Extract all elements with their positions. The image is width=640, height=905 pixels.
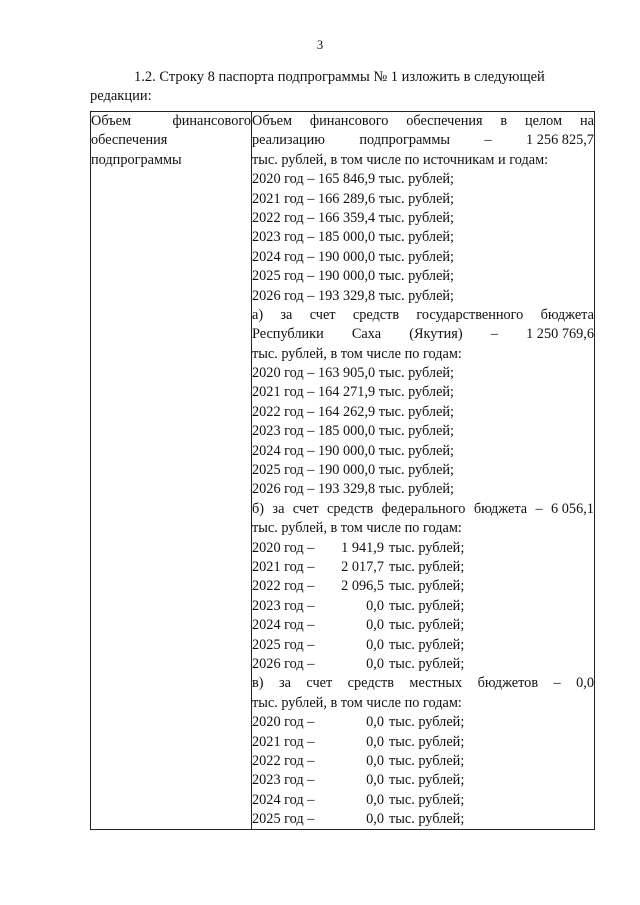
regional-budget-heading-line (252, 325, 594, 344)
year-unit: тыс. рублей; (389, 733, 465, 750)
year-label: 2022 год – (252, 578, 315, 595)
regional-year-line: 2025 год – 190 000,0 тыс. рублей; (252, 462, 455, 479)
year-unit: тыс. рублей; (389, 655, 465, 672)
year-label: 2020 год – (252, 539, 315, 556)
word: за (280, 306, 293, 323)
federal-year-line (252, 616, 594, 635)
year-label: 2026 год – (252, 655, 315, 672)
word: обеспечения (406, 113, 483, 129)
total-year-line: 2024 год – 190 000,0 тыс. рублей; (252, 248, 455, 265)
year-amount: 0,0 (366, 636, 384, 653)
total-year-line: 2026 год – 193 329,8 тыс. рублей; (252, 287, 455, 304)
word: счет (306, 675, 333, 692)
word: за (278, 675, 291, 692)
year-unit: тыс. рублей; (389, 752, 465, 769)
word: государственного (416, 306, 524, 323)
row-value-cell (252, 112, 595, 830)
word: счет (292, 500, 319, 517)
regional-year-line: 2022 год – 164 262,9 тыс. рублей; (252, 403, 455, 420)
local-budget-heading-line: тыс. рублей, в том числе по годам: (252, 694, 462, 711)
federal-year-line (252, 655, 594, 674)
word: в (500, 113, 508, 129)
federal-budget-heading-line (252, 500, 594, 519)
year-unit: тыс. рублей; (389, 558, 465, 575)
year-unit: тыс. рублей; (389, 772, 465, 789)
local-amount: 0,0 (576, 675, 594, 692)
total-year-line: 2020 год – 165 846,9 тыс. рублей; (252, 171, 455, 188)
year-amount: 0,0 (366, 733, 384, 750)
year-label: 2023 год – (252, 597, 315, 614)
total-heading-line (252, 131, 594, 150)
row-label-line: обеспечения (91, 132, 168, 149)
word: подпрограммы (359, 132, 451, 149)
word: – (535, 500, 543, 517)
year-unit: тыс. рублей; (389, 539, 465, 556)
year-amount: 0,0 (366, 791, 384, 808)
year-label: 2021 год – (252, 733, 315, 750)
regional-year-line: 2020 год – 163 905,0 тыс. рублей; (252, 365, 455, 382)
federal-year-line (252, 577, 594, 596)
word: федерального (381, 500, 466, 517)
year-label: 2025 год – (252, 636, 315, 653)
year-label: 2023 год – (252, 772, 315, 789)
year-label: 2020 год – (252, 714, 315, 731)
year-amount: 2 096,5 (341, 578, 384, 595)
year-amount: 0,0 (366, 752, 384, 769)
intro-paragraph (90, 68, 594, 106)
year-amount: 0,0 (366, 811, 384, 828)
year-amount: 0,0 (366, 655, 384, 672)
word: – (553, 675, 561, 692)
local-year-line (252, 791, 594, 810)
word: – (484, 132, 492, 149)
federal-year-line (252, 539, 594, 558)
row-label-line (91, 112, 251, 131)
local-year-line (252, 713, 594, 732)
total-heading-line (252, 112, 594, 131)
regional-budget-heading-line: тыс. рублей, в том числе по годам: (252, 345, 462, 362)
intro-text-continued: редакции: (90, 88, 152, 104)
regional-amount: 1 250 769,6 (526, 326, 594, 343)
word: местных (409, 675, 463, 692)
word: а) (252, 306, 264, 323)
year-amount: 0,0 (366, 597, 384, 614)
regional-year-line: 2021 год – 164 271,9 тыс. рублей; (252, 384, 455, 401)
year-unit: тыс. рублей; (389, 791, 465, 808)
year-unit: тыс. рублей; (389, 597, 465, 614)
year-label: 2024 год – (252, 617, 315, 634)
federal-year-line (252, 558, 594, 577)
regional-year-line: 2024 год – 190 000,0 тыс. рублей; (252, 442, 455, 459)
local-year-line (252, 771, 594, 790)
total-year-line: 2023 год – 185 000,0 тыс. рублей; (252, 229, 455, 246)
year-amount: 2 017,7 (341, 558, 384, 575)
word: Саха (351, 326, 382, 343)
row-label-cell (91, 112, 252, 830)
year-unit: тыс. рублей; (389, 617, 465, 634)
word: счет (309, 306, 336, 323)
federal-year-line (252, 597, 594, 616)
word: (Якутия) (409, 326, 463, 343)
word: бюджета (540, 306, 594, 323)
local-year-line (252, 752, 594, 771)
passport-row-funding (91, 112, 595, 830)
total-heading-line: тыс. рублей, в том числе по источникам и годам: (252, 151, 549, 168)
word: целом (525, 113, 563, 129)
local-year-line (252, 810, 594, 829)
year-label: 2022 год – (252, 752, 315, 769)
federal-amount: 6 056,1 (551, 500, 594, 517)
year-label: 2025 год – (252, 811, 315, 828)
row-label-line: подпрограммы (91, 151, 182, 168)
regional-budget-heading-line (252, 306, 594, 325)
year-unit: тыс. рублей; (389, 636, 465, 653)
word: бюджетов (477, 675, 539, 692)
total-year-line: 2025 год – 190 000,0 тыс. рублей; (252, 268, 455, 285)
year-unit: тыс. рублей; (389, 578, 465, 595)
year-amount: 0,0 (366, 772, 384, 789)
word: Объем (252, 113, 293, 129)
year-label: 2024 год – (252, 791, 315, 808)
local-budget-heading-line (252, 674, 594, 693)
year-label: 2021 год – (252, 558, 315, 575)
regional-year-line: 2023 год – 185 000,0 тыс. рублей; (252, 423, 455, 440)
intro-text: 1.2. Строку 8 паспорта подпрограммы № 1 изложить в следующей (134, 69, 545, 85)
total-amount: 1 256 825,7 (526, 132, 594, 149)
word: средств (352, 306, 400, 323)
word: на (579, 113, 594, 129)
federal-year-line (252, 636, 594, 655)
page-number: 3 (316, 38, 324, 52)
word: б) (252, 500, 265, 517)
word: – (490, 326, 498, 343)
row-label-word: финансового (172, 113, 251, 129)
year-amount: 0,0 (366, 714, 384, 731)
total-year-line: 2022 год – 166 359,4 тыс. рублей; (252, 209, 455, 226)
year-unit: тыс. рублей; (389, 714, 465, 731)
word: финансового (309, 113, 389, 129)
word: бюджета (473, 500, 528, 517)
passport-table (90, 111, 595, 830)
word: средств (327, 500, 374, 517)
local-year-line (252, 733, 594, 752)
word: средств (347, 675, 394, 692)
word: реализацию (252, 132, 325, 149)
word: в) (252, 675, 264, 692)
word: за (272, 500, 285, 517)
year-amount: 1 941,9 (341, 539, 384, 556)
year-amount: 0,0 (366, 617, 384, 634)
word: Республики (252, 326, 324, 343)
federal-budget-heading-line: тыс. рублей, в том числе по годам: (252, 520, 462, 537)
regional-year-line: 2026 год – 193 329,8 тыс. рублей; (252, 481, 455, 498)
year-unit: тыс. рублей; (389, 811, 465, 828)
row-label-word: Объем (91, 113, 132, 129)
total-year-line: 2021 год – 166 289,6 тыс. рублей; (252, 190, 455, 207)
